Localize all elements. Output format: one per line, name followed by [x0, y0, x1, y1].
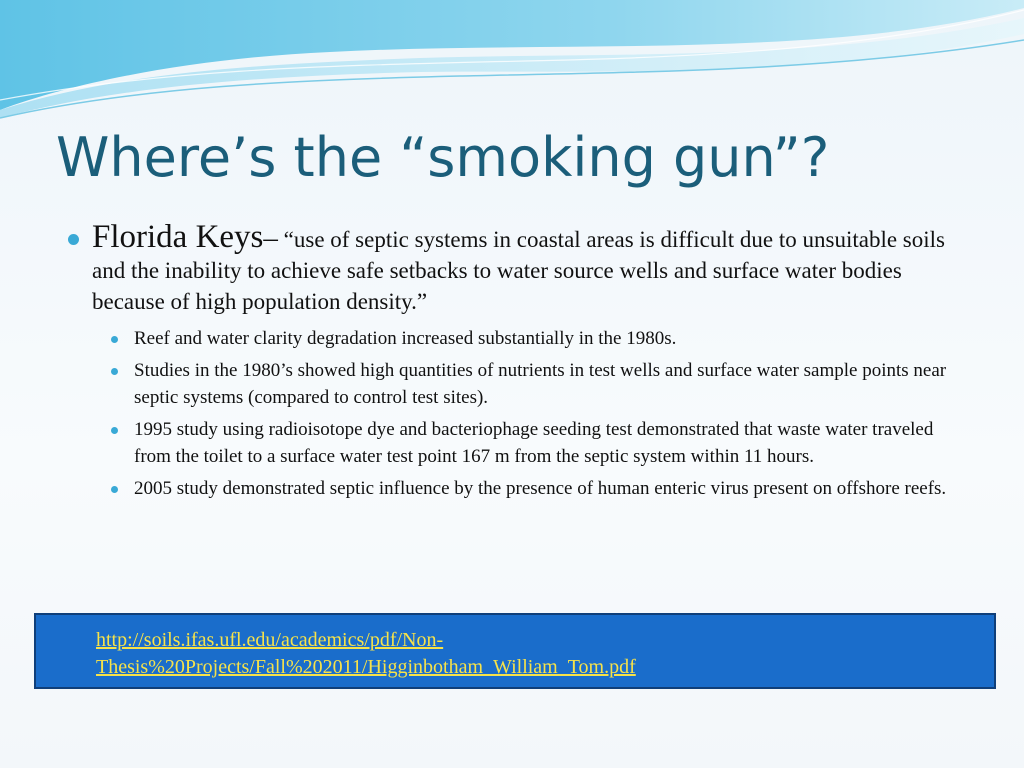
reference-link-box: [34, 613, 996, 689]
main-bullet-dash: –: [263, 222, 278, 254]
main-bullet-heading: Florida Keys: [92, 219, 264, 255]
main-bullet-quote: “use of septic systems in coastal areas is difficult due to unsuitable soils and the inability to achieve safe setbacks to water source wells and surface water bodies because of high population density.”: [92, 227, 945, 314]
sub-bullet: [64, 357, 964, 411]
slide-title: Where’s the “smoking gun”?: [56, 126, 830, 189]
sub-bullet-text: Reef and water clarity degradation increased substantially in the 1980s.: [134, 328, 677, 349]
reference-link-line-2: Thesis%20Projects/Fall%202011/Higginbotham_William_Tom.pdf: [96, 656, 636, 678]
bullet-dot-icon: [111, 486, 118, 493]
slide-content: [64, 219, 964, 507]
bullet-dot-icon: [111, 336, 118, 343]
sub-bullet: [64, 325, 964, 352]
sub-bullet-text: 1995 study using radioisotope dye and bacteriophage seeding test demonstrated that waste water traveled from the toilet to a surface water test point 167 m from the septic system within 11 hours.: [134, 419, 934, 467]
sub-bullet-text: Studies in the 1980’s showed high quantities of nutrients in test wells and surface water sample points near septic systems (compared to control test sites).: [134, 360, 947, 408]
bullet-dot-icon: [111, 427, 118, 434]
main-bullet: [64, 219, 964, 317]
bullet-dot-icon: [111, 368, 118, 375]
wave-header-decoration: [0, 0, 1024, 130]
sub-bullet-list: [64, 325, 964, 502]
sub-bullet-text: 2005 study demonstrated septic influence by the presence of human enteric virus present on offshore reefs.: [134, 478, 947, 499]
bullet-dot-icon: [68, 234, 79, 245]
reference-link-line-1: http://soils.ifas.ufl.edu/academics/pdf/Non-: [96, 629, 444, 651]
reference-link[interactable]: [96, 627, 976, 681]
sub-bullet: [64, 416, 964, 470]
sub-bullet: [64, 475, 964, 502]
